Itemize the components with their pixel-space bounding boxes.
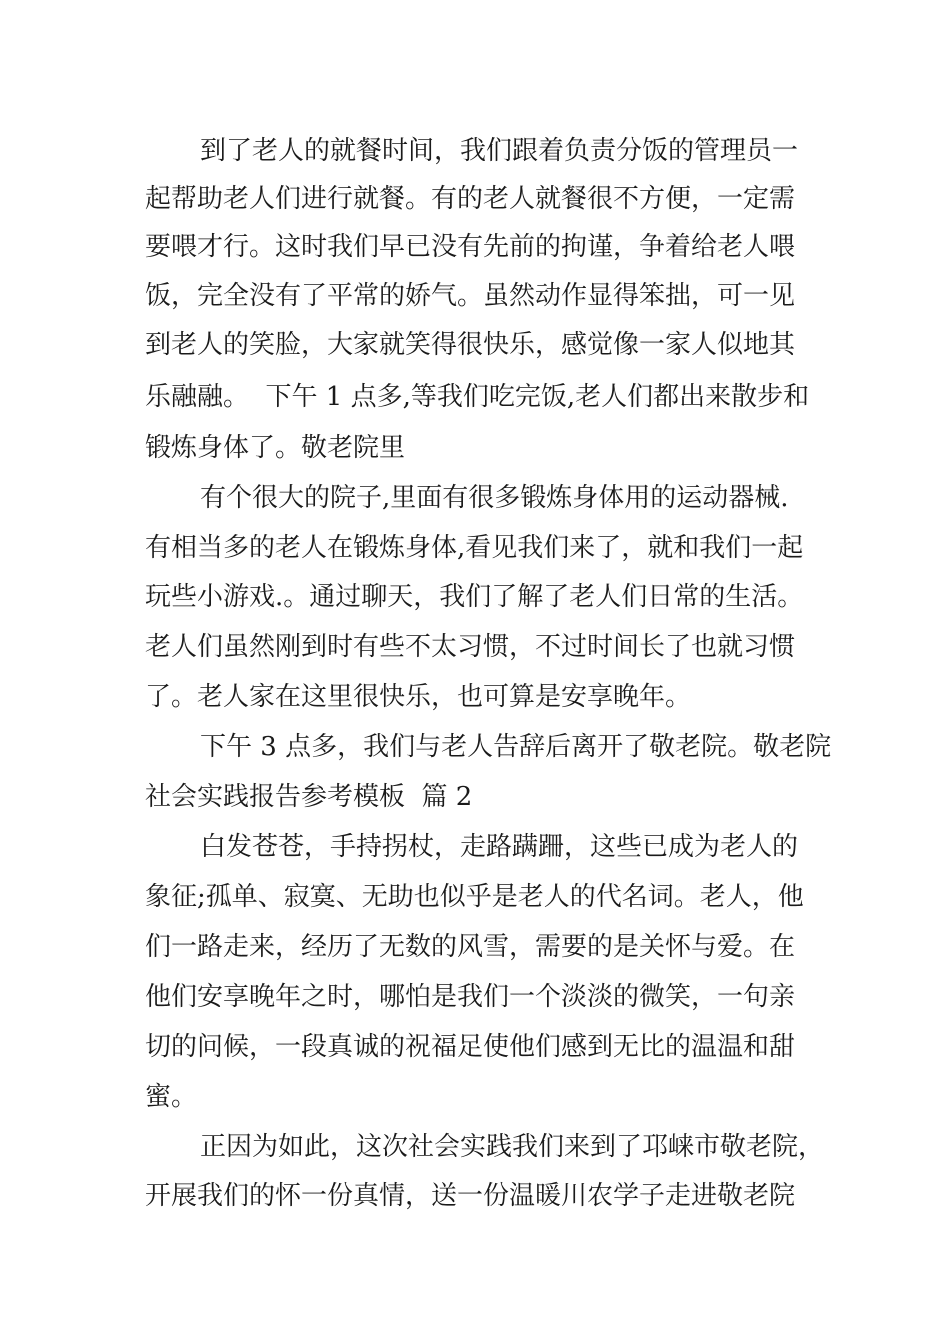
text-line: 切的问候，一段真诚的祝福足使他们感到无比的温温和甜: [145, 1032, 796, 1062]
text-line: 们一路走来，经历了无数的风雪，需要的是关怀与爱。在: [145, 932, 796, 962]
text-line: 有相当多的老人在锻炼身体,看见我们来了，就和我们一起: [145, 533, 804, 563]
text-line: 锻炼身体了。敬老院里: [145, 433, 406, 463]
text-line: 乐融融。 下午 1 点多,等我们吃完饭,老人们都出来散步和: [145, 382, 810, 412]
text-line: 老人们虽然刚到时有些不太习惯，不过时间长了也就习惯: [145, 632, 796, 662]
text-line: 蜜。: [145, 1082, 198, 1112]
text-line: 了。老人家在这里很快乐，也可算是安享晚年。: [145, 682, 692, 712]
text-line: 饭，完全没有了平常的娇气。虽然动作显得笨拙，可一见: [145, 281, 796, 311]
text-line: 到了老人的就餐时间，我们跟着负责分饭的管理员一: [200, 136, 799, 166]
section-heading-line: 社会实践报告参考模板 篇 2: [145, 782, 473, 812]
text-line: 有个很大的院子,里面有很多锻炼身体用的运动器械.: [200, 483, 789, 513]
text-line: 起帮助老人们进行就餐。有的老人就餐很不方便，一定需: [145, 184, 796, 214]
text-line: 要喂才行。这时我们早已没有先前的拘谨，争着给老人喂: [145, 232, 796, 262]
text-line: 开展我们的怀一份真情，送一份温暖川农学子走进敬老院: [145, 1181, 796, 1211]
text-line: 下午 3 点多，我们与老人告辞后离开了敬老院。敬老院: [200, 732, 832, 762]
text-line: 象征;孤单、寂寞、无助也似乎是老人的代名词。老人，他: [145, 882, 804, 912]
text-line: 到老人的笑脸，大家就笑得很快乐，感觉像一家人似地其: [145, 330, 796, 360]
text-line: 他们安享晚年之时，哪怕是我们一个淡淡的微笑，一句亲: [145, 982, 796, 1012]
text-line: 玩些小游戏.。通过聊天，我们了解了老人们日常的生活。: [145, 582, 804, 612]
text-line: 白发苍苍，手持拐杖，走路蹒跚，这些已成为老人的: [200, 832, 799, 862]
text-line: 正因为如此，这次社会实践我们来到了邛崃市敬老院，: [200, 1132, 825, 1162]
